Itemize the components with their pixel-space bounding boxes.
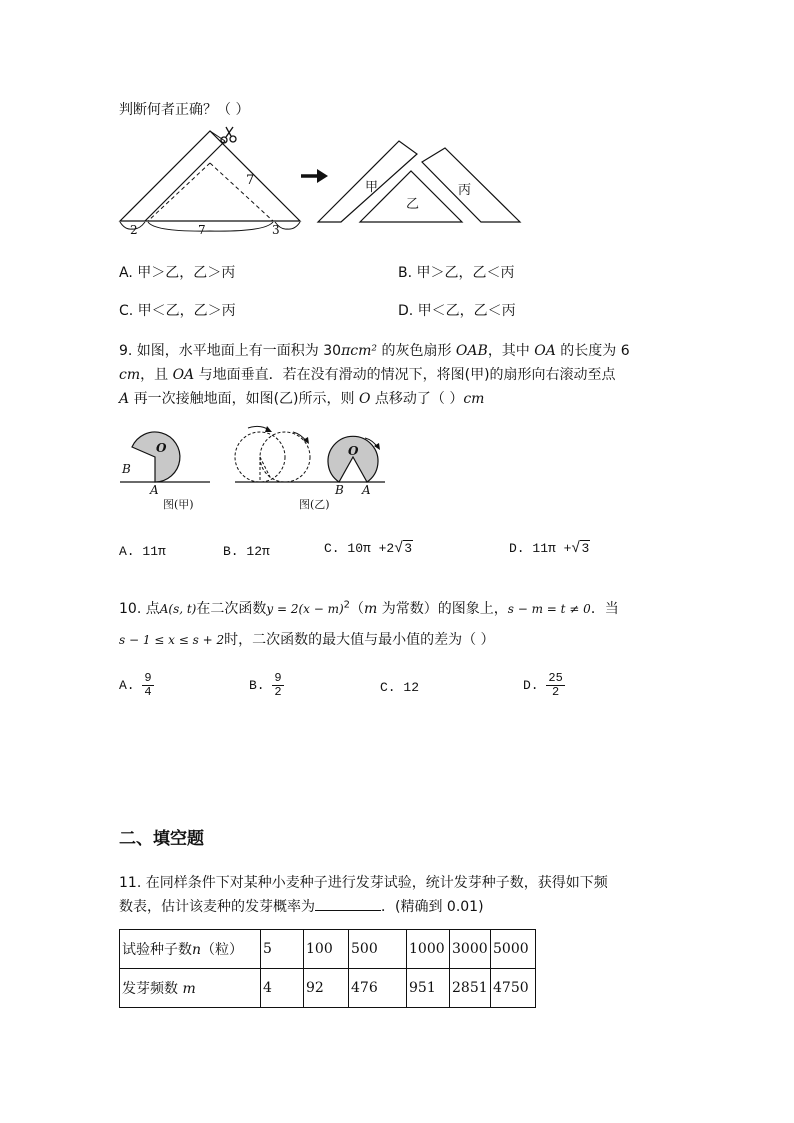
- q9-sector-jia: [132, 432, 180, 482]
- table-cell: 4750: [491, 969, 536, 1008]
- q9-label-O2: O: [348, 444, 359, 458]
- q9-label-B: B: [122, 462, 131, 476]
- table-cell: 92: [304, 969, 349, 1008]
- table-row: [120, 930, 536, 969]
- table-cell: 100: [304, 930, 349, 969]
- q8-label-yi: 乙: [406, 197, 420, 212]
- table-header-cell: 发芽频数 m: [120, 969, 261, 1008]
- table-cell: 476: [349, 969, 407, 1008]
- q8-big-triangle: [120, 131, 300, 221]
- q10-option-c: C. 12: [380, 680, 420, 695]
- q8-stem: 判断何者正确？（ ）: [119, 102, 250, 118]
- q8-label-jia: 甲: [365, 180, 379, 195]
- q9-label-A2: A: [362, 483, 371, 497]
- q8-fig-left-label: 2: [130, 223, 138, 237]
- table-cell: 2851: [450, 969, 491, 1008]
- table-cell: 951: [407, 969, 450, 1008]
- scissors-icon: [221, 127, 236, 143]
- answer-blank[interactable]: [315, 896, 381, 911]
- q9-option-d: D. 11π +√3: [509, 540, 590, 557]
- q9-line-3: A 再一次接触地面，如图(乙)所示，则 O 点移动了（ ）cm: [119, 391, 485, 407]
- q11-line-2: 数表，估计该麦种的发芽概率为 ．(精确到 0.01): [119, 896, 484, 916]
- q8-option-c: C. 甲＜乙，乙＞丙: [119, 303, 236, 319]
- q11-line-1: 11. 在同样条件下对某种小麦种子进行发芽试验，统计发芽种子数，获得如下频: [119, 875, 608, 891]
- q10-option-d: D. $\frac{25}{2}$: [523, 671, 563, 699]
- section-title: 二、填空题: [119, 829, 204, 849]
- q10-line-2: s − 1 ≤ x ≤ s + 2时，二次函数的最大值与最小值的差为（ ）: [119, 632, 495, 648]
- table-cell: 5: [261, 930, 304, 969]
- arrow-right-icon: [301, 169, 328, 183]
- q8-label-bing: 丙: [458, 183, 472, 198]
- q9-label-A: A: [150, 483, 159, 497]
- q10-line-1: 10. 点A(s, t)在二次函数$y = 2(x - m)^2(m$ 为常数）的图象上，s − m = t ≠ 0．当: [119, 599, 619, 617]
- table-header-cell: 试验种子数n（粒）: [120, 930, 261, 969]
- q9-option-c: C. 10π +2√3: [324, 540, 413, 557]
- q9-option-b: B. 12π: [223, 544, 270, 559]
- q9-line-1: 9. 如图，水平地面上有一面积为 30πcm² 的灰色扇形 OAB，其中 OA 的长度为 6: [119, 343, 630, 359]
- q9-caption-yi: 图(乙): [299, 498, 330, 511]
- table-row: [120, 969, 536, 1008]
- frequency-table: [119, 929, 536, 1008]
- q9-label-B2: B: [335, 483, 344, 497]
- q9-label-O: O: [156, 441, 167, 455]
- q8-fig-mid-label-2: 7: [198, 223, 206, 237]
- table-cell: 4: [261, 969, 304, 1008]
- q10-option-b: B. $\frac{9}{2}$: [249, 671, 282, 699]
- q8-fig-mid-label: 7: [246, 173, 255, 188]
- q8-figure: [115, 126, 535, 238]
- q10-option-a: A. $\frac{9}{4}$: [119, 671, 152, 699]
- table-cell: 3000: [450, 930, 491, 969]
- q8-option-d: D. 甲＜乙，乙＜丙: [398, 303, 516, 319]
- q9-option-a: A. 11π: [119, 544, 166, 559]
- table-cell: 5000: [491, 930, 536, 969]
- q9-line-2: cm，且 OA 与地面垂直．若在没有滑动的情况下，将图(甲)的扇形向右滚动至点: [119, 367, 616, 383]
- table-cell: 1000: [407, 930, 450, 969]
- q8-fig-right-label: 3: [272, 223, 280, 237]
- q8-option-a: A. 甲＞乙，乙＞丙: [119, 265, 236, 281]
- table-cell: 500: [349, 930, 407, 969]
- q8-option-b: B. 甲＞乙，乙＜丙: [398, 265, 515, 281]
- q9-caption-jia: 图(甲): [163, 498, 194, 511]
